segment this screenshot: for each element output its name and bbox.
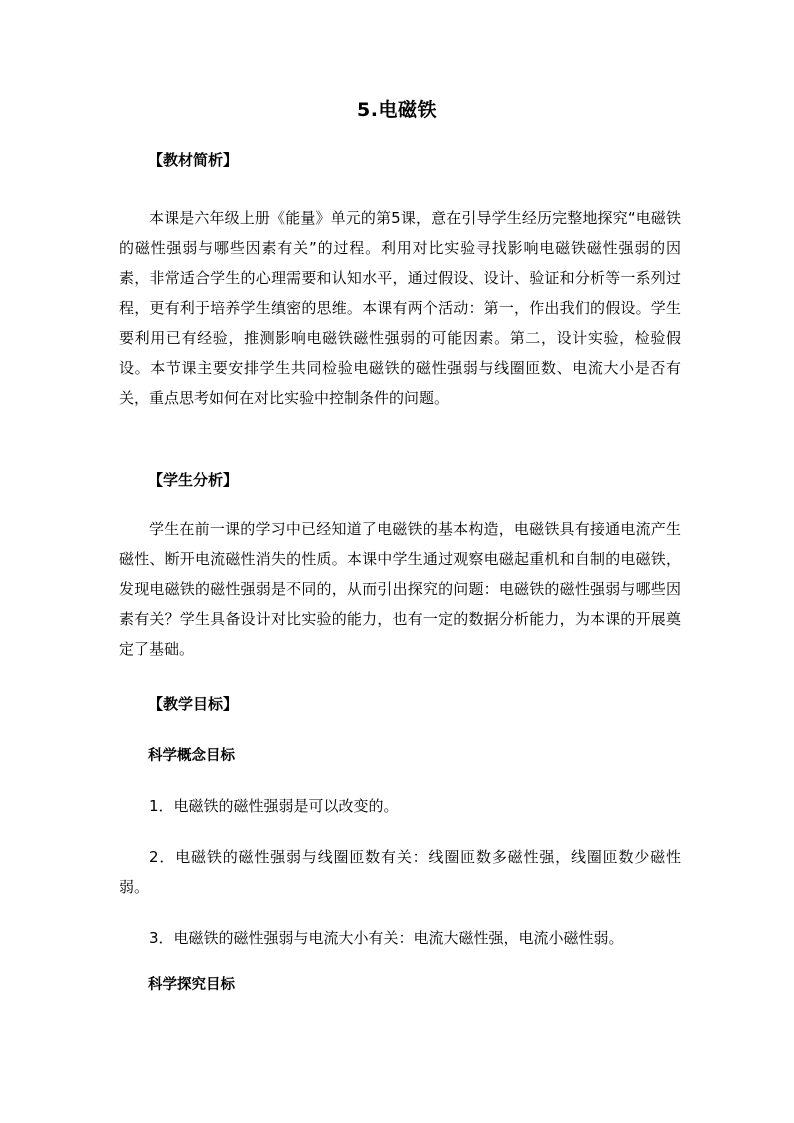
paragraph-student-analysis: 学生在前一课的学习中已经知道了电磁铁的基本构造，电磁铁具有接通电流产生磁性、断开电流磁性消失的性质。本课中学生通过观察电磁起重机和自制的电磁铁，发现电磁铁的磁性强弱是不同的，从而引出探究的问题：电磁铁的磁性强弱与哪些因素有关？学生具备设计对比实验的能力，也有一定的数据分析能力，为本课的开展奠定了基础。: [119, 520, 681, 658]
page-title: 5.电磁铁: [357, 99, 437, 121]
section-heading-teaching-goals: 【教学目标】: [148, 695, 239, 713]
list-item: 2．电磁铁的磁性强弱与线圈匝数有关：线圈匝数多磁性强，线圈匝数少磁性弱。: [119, 848, 681, 896]
section-heading-student-analysis: 【学生分析】: [148, 471, 239, 489]
list-item: 1．电磁铁的磁性强弱是可以改变的。: [149, 797, 399, 815]
paragraph-textbook-analysis: 本课是六年级上册《能量》单元的第5课，意在引导学生经历完整地探究“电磁铁的磁性强弱与哪些因素有关”的过程。利用对比实验寻找影响电磁铁磁性强弱的因素，非常适合学生的心理需要和认知水平，通过假设、设计、验证和分析等一系列过程，更有利于培养学生缜密的思维。本课有两个活动：第一，作出我们的假设。学生要利用已有经验，推测影响电磁铁磁性强弱的可能因素。第二，设计实验，检验假设。本节课主要安排学生共同检验电磁铁的磁性强弱与线圈匝数、电流大小是否有关，重点思考如何在对比实验中控制条件的问题。: [119, 209, 681, 407]
subheading-concept-goals: 科学概念目标: [148, 748, 235, 764]
subheading-inquiry-goals: 科学探究目标: [148, 977, 235, 993]
section-heading-textbook-analysis: 【教材简析】: [148, 151, 239, 169]
list-item: 3．电磁铁的磁性强弱与电流大小有关：电流大磁性强，电流小磁性弱。: [149, 929, 624, 947]
